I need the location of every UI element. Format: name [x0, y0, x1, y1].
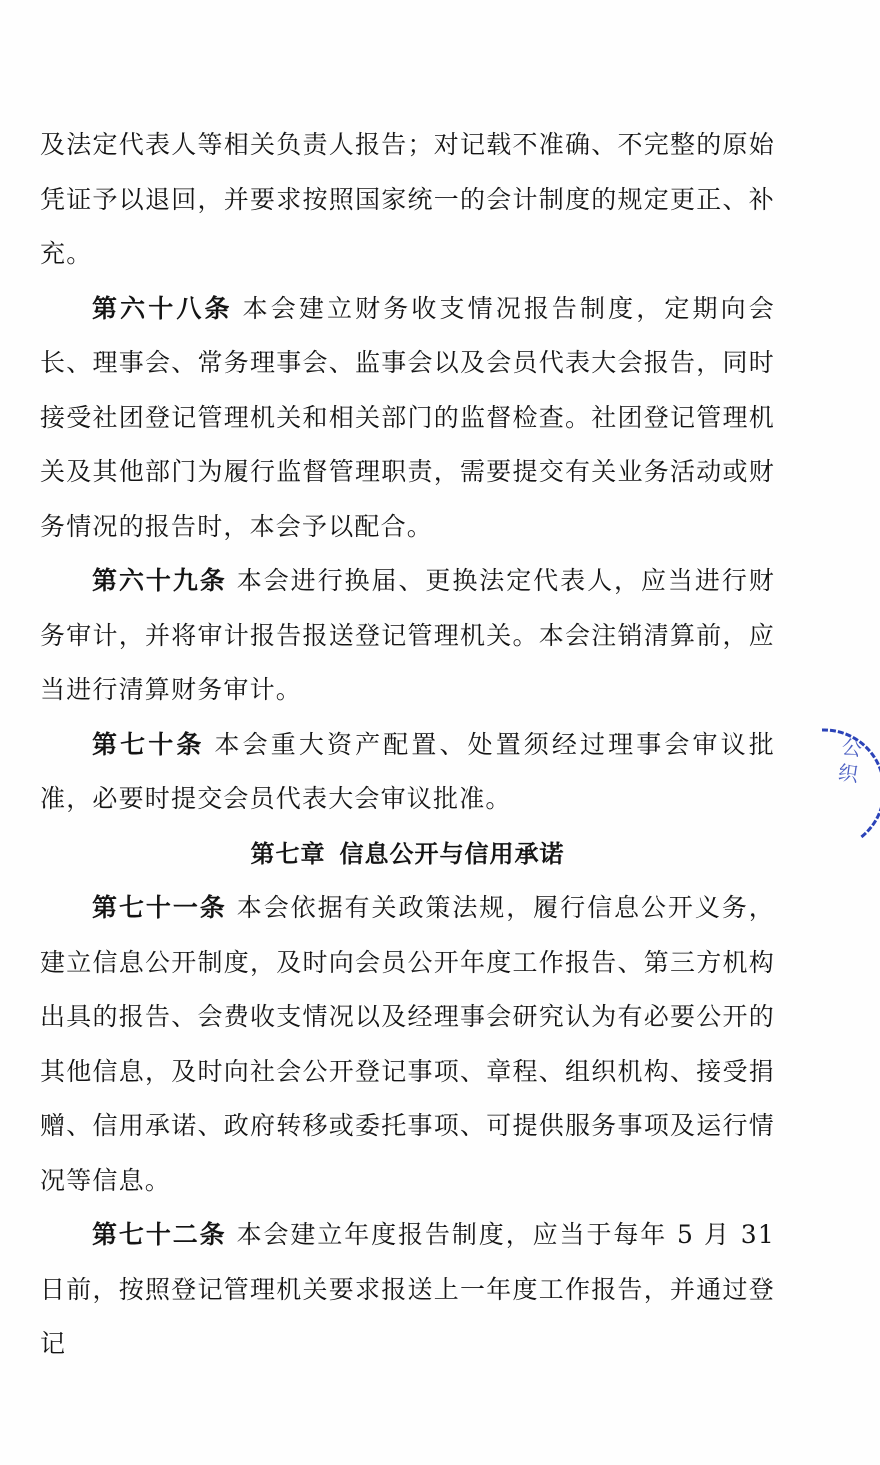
article-text: 本会进行换届、更换法定代表人，应当进行财务审计，并将审计报告报送登记管理机关。本会注销清算前，应当进行清算财务审计。 — [40, 566, 775, 704]
article-number: 第七十二条 — [92, 1220, 227, 1249]
article-71 — [40, 881, 775, 1208]
article-number: 第七十条 — [92, 729, 205, 759]
seal-text: 公织 — [836, 734, 864, 787]
article-text: 本会依据有关政策法规，履行信息公开义务，建立信息公开制度，及时向会员公开年度工作报告、第三方机构出具的报告、会费收支情况以及经理事会研究认为有必要公开的其他信息，及时向社会公开登记事项、章程、组织机构、接受捐赠、信用承诺、政府转移或委托事项、可提供服务事项及运行情况等信息。 — [40, 893, 775, 1195]
article-68 — [40, 282, 775, 555]
article-69 — [40, 554, 775, 718]
article-72 — [40, 1208, 775, 1372]
article-70 — [40, 718, 775, 827]
chapter-heading — [40, 827, 775, 882]
article-text: 本会重大资产配置、处置须经过理事会审议批准，必要时提交会员代表大会审议批准。 — [40, 729, 775, 813]
paragraph-continuation — [40, 118, 775, 282]
body-text — [40, 118, 775, 1372]
article-number: 第六十九条 — [92, 566, 227, 595]
article-number: 第七十一条 — [92, 893, 227, 922]
chapter-number: 第七章 — [250, 839, 326, 868]
article-text: 本会建立年度报告制度，应当于每年 5 月 31 日前，按照登记管理机关要求报送上一年度工作报告，并通过登记 — [40, 1220, 775, 1358]
article-text: 本会建立财务收支情况报告制度，定期向会长、理事会、常务理事会、监事会以及会员代表大会报告，同时接受社团登记管理机关和相关部门的监督检查。社团登记管理机关及其他部门为履行监督管理职责，需要提交有关业务活动或财务情况的报告时，本会予以配合。 — [40, 293, 775, 541]
paragraph-text: 及法定代表人等相关负责人报告；对记载不准确、不完整的原始凭证予以退回，并要求按照国家统一的会计制度的规定更正、补充。 — [40, 130, 775, 268]
chapter-title: 信息公开与信用承诺 — [339, 839, 565, 868]
article-number: 第六十八条 — [92, 293, 233, 323]
